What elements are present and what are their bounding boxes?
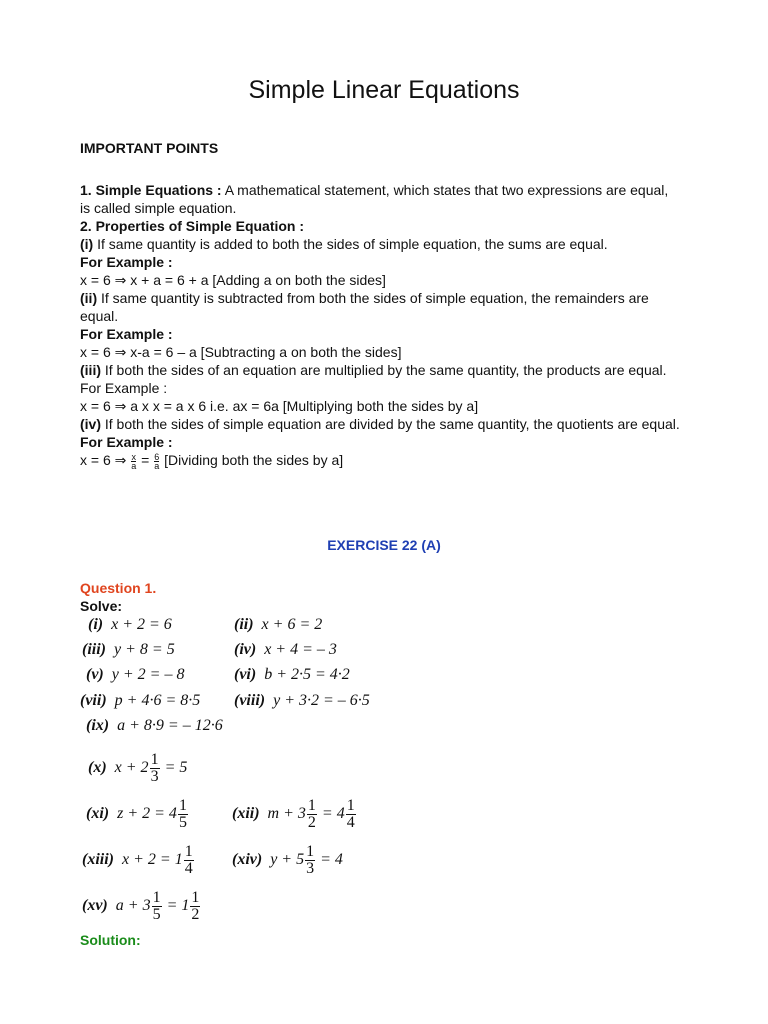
equation-ii: (ii) x + 6 = 2: [234, 616, 323, 633]
section-heading: IMPORTANT POINTS: [80, 140, 219, 156]
equation-xi: (xi) z + 2 = 4 $\frac{1}{5}$: [86, 797, 187, 831]
fraction: $\frac{1}{5}$: [152, 889, 161, 923]
fraction: $\frac{1}{4}$: [346, 797, 355, 831]
equation-i: (i) x + 2 = 6: [88, 616, 172, 633]
example-label: For Example :: [80, 254, 173, 270]
equation-v: (v) y + 2 = – 8: [86, 666, 185, 683]
exercise-heading: EXERCISE 22 (A): [327, 537, 441, 553]
property-iii: (iii) If both the sides of an equation are multiplied by the same quantity, the products are equal.: [80, 362, 667, 378]
equation-viii: (viii) y + 3·2 = – 6·5: [234, 692, 370, 709]
fraction: $\frac{6}{a}$: [154, 451, 160, 471]
important-points: [80, 181, 680, 470]
point-2: 2. Properties of Simple Equation :: [80, 218, 305, 234]
example-line: x = 6 ⇒ x-a = 6 – a [Subtracting a on both the sides]: [80, 344, 402, 360]
fraction: $\frac{1}{3}$: [306, 843, 315, 877]
fraction: $\frac{1}{5}$: [178, 797, 187, 831]
example-label: For Example :: [80, 380, 168, 396]
equation-xv: (xv) a + 3 $\frac{1}{5}$ = 1 $\frac{1}{2}$: [82, 889, 200, 923]
solution-label: Solution:: [80, 932, 141, 948]
equation-xiii: (xiii) x + 2 = 1 $\frac{1}{4}$: [82, 843, 193, 877]
equation-x: (x) x + 2 $\frac{1}{3}$ = 5: [88, 751, 188, 785]
equation-vii: (vii) p + 4·6 = 8·5: [80, 692, 201, 709]
fraction: $\frac{1}{2}$: [191, 889, 200, 923]
property-iv: (iv) If both the sides of simple equation are divided by the same quantity, the quotients are equal.: [80, 416, 680, 432]
page-title: Simple Linear Equations: [248, 76, 520, 104]
fraction: $\frac{1}{3}$: [150, 751, 159, 785]
example-line: x = 6 ⇒ a x x = a x 6 i.e. ax = 6a [Multiplying both the sides by a]: [80, 398, 479, 414]
example-label: For Example :: [80, 434, 173, 450]
equation-xii: (xii) m + 3 $\frac{1}{2}$ = 4 $\frac{1}{4}$: [232, 797, 355, 831]
equation-iii: (iii) y + 8 = 5: [82, 641, 175, 658]
equation-ix: (ix) a + 8·9 = – 12·6: [86, 717, 223, 734]
fraction: $\frac{x}{a}$: [131, 451, 137, 471]
example-line: x = 6 ⇒ $\frac{x}{a}$ = $\frac{6}{a}$ [Dividing both the sides by a]: [80, 451, 344, 471]
equation-xiv: (xiv) y + 5 $\frac{1}{3}$ = 4: [232, 843, 343, 877]
property-i: (i) If same quantity is added to both the sides of simple equation, the sums are equal.: [80, 236, 608, 252]
fraction: $\frac{1}{2}$: [307, 797, 316, 831]
property-ii: (ii) If same quantity is subtracted from both the sides of simple equation, the remainders are equal.: [80, 290, 649, 324]
equation-iv: (iv) x + 4 = – 3: [234, 641, 337, 658]
example-line: x = 6 ⇒ x + a = 6 + a [Adding a on both the sides]: [80, 272, 386, 288]
fraction: $\frac{1}{4}$: [184, 843, 193, 877]
example-label: For Example :: [80, 326, 173, 342]
equation-vi: (vi) b + 2·5 = 4·2: [234, 666, 350, 683]
question-label: Question 1.: [80, 580, 157, 596]
point-1: 1. Simple Equations : A mathematical statement, which states that two expressions are equal, is called simple equation.: [80, 182, 669, 216]
solve-label: Solve:: [80, 598, 123, 614]
